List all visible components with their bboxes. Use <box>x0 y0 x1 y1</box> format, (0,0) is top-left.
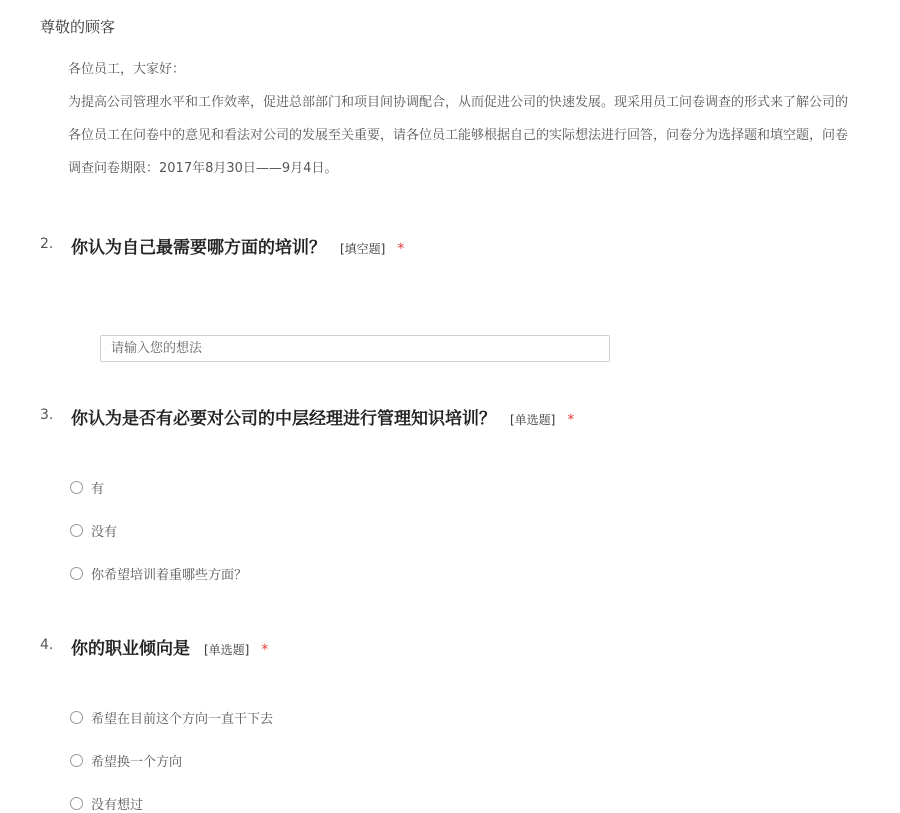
option-label: 希望在目前这个方向一直干下去 <box>91 712 274 727</box>
question-title-row <box>71 634 268 659</box>
radio-option-stay-direction[interactable] <box>70 708 273 727</box>
question-number: 2. <box>40 236 54 252</box>
radio-button-icon[interactable] <box>70 754 83 767</box>
question-title-row <box>71 404 574 429</box>
intro-deadline-text: 调查问卷期限：2017年8月30日——9月4日。 <box>68 161 338 176</box>
question-number: 3. <box>40 407 54 423</box>
option-label: 没有 <box>91 525 118 540</box>
intro-salutation: 各位员工，大家好： <box>68 62 186 77</box>
question-type-badge: [单选题] <box>510 413 556 427</box>
question-title-row <box>71 233 404 258</box>
radio-option-never-thought[interactable] <box>70 794 143 813</box>
radio-option-yes[interactable] <box>70 478 104 497</box>
answer-text-input[interactable] <box>100 335 610 362</box>
radio-option-focus-areas[interactable] <box>70 564 247 583</box>
question-title: 你认为是否有必要对公司的中层经理进行管理知识培训？ <box>71 409 496 429</box>
radio-button-icon[interactable] <box>70 711 83 724</box>
greeting-heading: 尊敬的顾客 <box>40 18 116 36</box>
required-asterisk: * <box>261 642 269 658</box>
radio-button-icon[interactable] <box>70 481 83 494</box>
radio-option-change-direction[interactable] <box>70 751 182 770</box>
radio-button-icon[interactable] <box>70 524 83 537</box>
required-asterisk: * <box>567 412 575 428</box>
radio-button-icon[interactable] <box>70 797 83 810</box>
option-label: 希望换一个方向 <box>91 755 183 770</box>
option-label: 有 <box>91 482 105 497</box>
question-title: 你的职业倾向是 <box>71 639 190 659</box>
intro-instruction-text: 各位员工在问卷中的意见和看法对公司的发展至关重要，请各位员工能够根据自己的实际想法进行回答，问卷分为选择题和填空题，问卷 <box>68 128 849 143</box>
question-number: 4. <box>40 637 54 653</box>
question-title: 你认为自己最需要哪方面的培训？ <box>71 238 326 258</box>
radio-option-no[interactable] <box>70 521 117 540</box>
intro-purpose-text: 为提高公司管理水平和工作效率，促进总部部门和项目间协调配合，从而促进公司的快速发展。现采用员工问卷调查的形式来了解公司的 <box>68 95 849 110</box>
option-label: 你希望培训着重哪些方面？ <box>91 568 248 583</box>
radio-button-icon[interactable] <box>70 567 83 580</box>
question-type-badge: [填空题] <box>340 242 386 256</box>
required-asterisk: * <box>397 241 405 257</box>
question-type-badge: [单选题] <box>204 643 250 657</box>
option-label: 没有想过 <box>91 798 144 813</box>
